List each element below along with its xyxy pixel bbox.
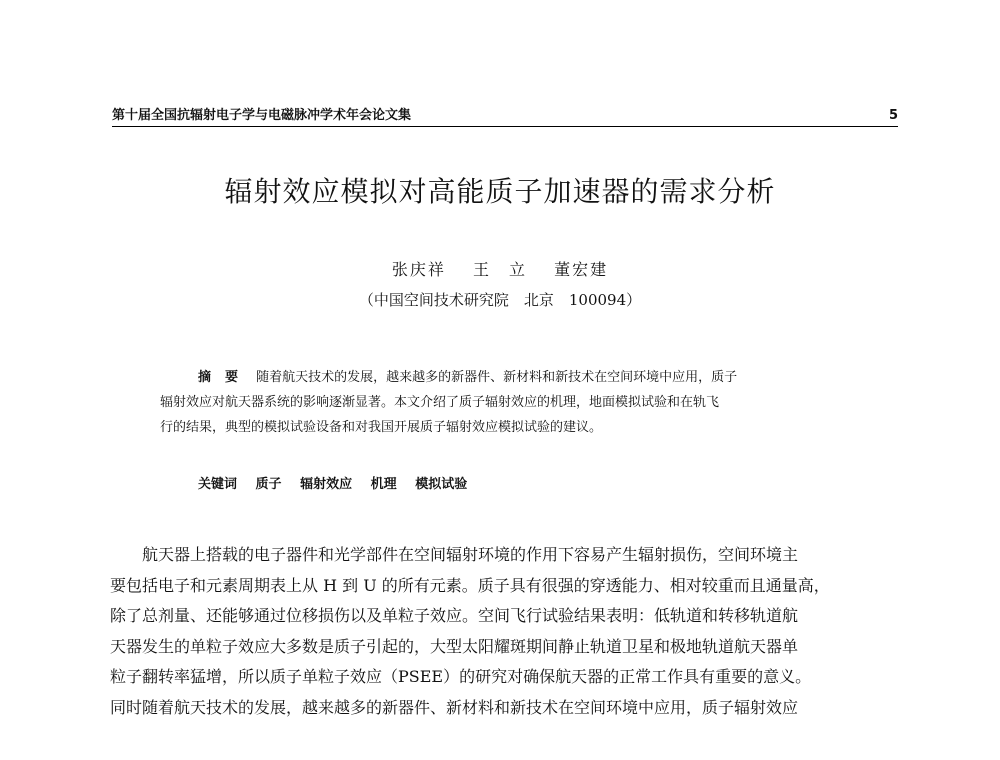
body-line: 粒子翻转率猛增，所以质子单粒子效应（PSEE）的研究对确保航天器的正常工作具有重要的意义。 [110,667,812,686]
running-header [112,104,898,127]
body-text [110,540,910,723]
author-name: 王 立 [472,260,527,279]
abstract-line [160,365,860,390]
keywords-label: 关键词 [198,477,238,492]
abstract-label: 摘要 [198,370,253,385]
keywords [198,473,481,492]
keyword: 机理 [370,477,397,492]
abstract-line: 辐射效应对航天器系统的影响逐渐显著。本文介绍了质子辐射效应的机理，地面模拟试验和在轨飞 [160,395,720,410]
abstract-line: 行的结果，典型的模拟试验设备和对我国开展质子辐射效应模拟试验的建议。 [160,420,603,435]
body-line: 天器发生的单粒子效应大多数是质子引起的，大型太阳耀斑期间静止轨道卫星和极地轨道航天器单 [110,636,799,656]
keyword: 辐射效应 [300,477,353,492]
affiliation: （中国空间技术研究院 北京 100094） [358,291,642,309]
body-line: 要包括电子和元素周期表上从 H 到 U 的所有元素。质子具有很强的穿透能力、相对较重而且通量高， [110,575,830,595]
journal-title: 第十届全国抗辐射电子学与电磁脉冲学术年会论文集 [112,108,412,123]
page-number: 5 [888,108,898,123]
body-line: 同时随着航天技术的发展，越来越多的新器件、新材料和新技术在空间环境中应用，质子辐射效应 [110,697,799,717]
abstract-text: 随着航天技术的发展，越来越多的新器件、新材料和新技术在空间环境中应用，质子 [256,370,738,385]
body-line: 除了总剂量、还能够通过位移损伤以及单粒子效应。空间飞行试验结果表明：低轨道和转移轨道航 [110,606,799,625]
body-line: 航天器上搭载的电子器件和光学部件在空间辐射环境的作用下容易产生辐射损伤，空间环境主 [142,545,799,564]
author-name: 董宏建 [554,260,609,279]
keyword: 模拟试验 [415,477,468,492]
abstract [160,365,860,440]
author-list [0,257,1000,280]
keyword: 质子 [255,477,282,492]
paper-title: 辐射效应模拟对高能质子加速器的需求分析 [224,175,776,208]
author-name: 张庆祥 [391,260,446,279]
